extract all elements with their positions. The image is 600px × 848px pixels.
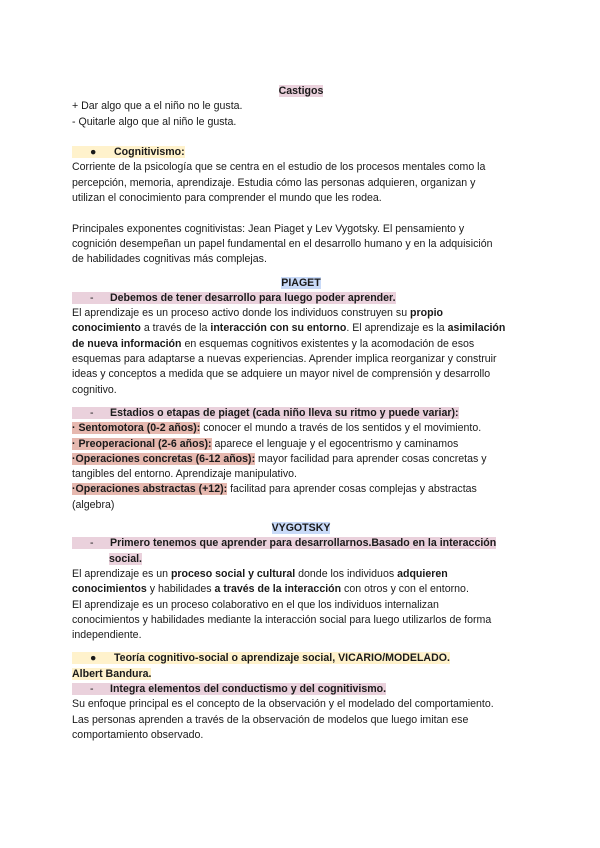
dash-icon: - bbox=[90, 682, 94, 695]
dash-icon: - bbox=[90, 406, 94, 419]
vygotsky-text-line: El aprendizaje es un proceso social y cultural donde los individuos adquieren bbox=[72, 567, 448, 580]
piaget-text-line: ideas y conceptos a medida que se adquiere un mayor nivel de comprensión y desarrollo bbox=[72, 368, 491, 381]
vygotsky-text-line: independiente. bbox=[72, 629, 142, 642]
dash-icon: - bbox=[90, 291, 94, 304]
bandura-subtitle: - Integra elementos del conductismo y del cognitivismo. bbox=[72, 682, 530, 697]
vygotsky-heading: VYGOTSKY bbox=[271, 522, 331, 535]
bandura-text-line: Su enfoque principal es el concepto de la observación y el modelado del comportamiento. bbox=[72, 698, 494, 711]
piaget-stages-heading: - Estadios o etapas de piaget (cada niño lleva su ritmo y puede variar): bbox=[72, 406, 530, 421]
bandura-text-line: Las personas aprenden a través de la observación de modelos que luego imitan ese bbox=[72, 713, 469, 726]
stage-item: · Preoperacional (2-6 años): aparece el lenguaje y el egocentrismo y caminamos bbox=[72, 437, 459, 450]
cognitivismo-p2-line: cognición desempeñan un papel fundamental en el desarrollo humano y en la adquisición bbox=[72, 237, 493, 250]
stage-item-cont: (algebra) bbox=[72, 498, 115, 511]
bandura-author: Albert Bandura. bbox=[72, 667, 152, 680]
cognitivismo-p2-line: de habilidades cognitivas más complejas. bbox=[72, 253, 267, 266]
document-page bbox=[72, 84, 530, 743]
bullet-icon: ● bbox=[90, 146, 97, 159]
piaget-text-line: esquemas para adaptarse a nuevas experiencias. Aprender implica reorganizar y construir bbox=[72, 353, 497, 366]
vygotsky-text-line: El aprendizaje es un proceso colaborativo en el que los individuos internalizan bbox=[72, 598, 439, 611]
bullet-icon: ● bbox=[90, 652, 97, 665]
cognitivismo-p1-line: percepción, memoria, aprendizaje. Estudia cómo las personas adquieren, organizan y bbox=[72, 176, 476, 189]
cognitivismo-p1-line: Corriente de la psicología que se centra en el estudio de los procesos mentales como la bbox=[72, 161, 486, 174]
cognitivismo-p1-line: utilizan el conocimiento para comprender el mundo que les rodea. bbox=[72, 192, 382, 205]
piaget-text-line: conocimiento a través de la interacción con su entorno. El aprendizaje es la asimilación bbox=[72, 322, 506, 335]
bandura-text-line: comportamiento observado. bbox=[72, 728, 204, 741]
dash-icon: - bbox=[90, 537, 94, 550]
stage-item: ·Operaciones abstractas (+12): facilitad para aprender cosas complejas y abstractas bbox=[72, 483, 477, 496]
castigos-line-1: + Dar algo que a el niño no le gusta. bbox=[72, 100, 243, 113]
vygotsky-subtitle-cont: social. bbox=[109, 552, 142, 565]
piaget-heading: PIAGET bbox=[281, 276, 321, 289]
vygotsky-subtitle: - Primero tenemos que aprender para desarrollarnos.Basado en la interacción bbox=[72, 536, 530, 551]
piaget-text-line: de nueva información en esquemas cognitivos existentes y la acomodación de esos bbox=[72, 337, 475, 350]
cognitivismo-p2-line: Principales exponentes cognitivistas: Jean Piaget y Lev Vygotsky. El pensamiento y bbox=[72, 222, 465, 235]
vygotsky-text-line: conocimientos y habilidades a través de la interacción con otros y con el entorno. bbox=[72, 583, 469, 596]
castigos-line-2: - Quitarle algo que al niño le gusta. bbox=[72, 115, 237, 128]
piaget-text-line: El aprendizaje es un proceso activo donde los individuos construyen su propio bbox=[72, 307, 443, 320]
stage-item: · Sentomotora (0-2 años): conocer el mundo a través de los sentidos y el movimiento. bbox=[72, 422, 482, 435]
piaget-subtitle: - Debemos de tener desarrollo para luego poder aprender. bbox=[72, 291, 530, 306]
cognitivismo-heading: ● Cognitivismo: bbox=[72, 145, 530, 160]
castigos-heading: Castigos bbox=[278, 85, 324, 97]
bandura-heading: ● Teoría cognitivo-social o aprendizaje social, VICARIO/MODELADO. bbox=[72, 651, 530, 666]
piaget-text-line: cognitivo. bbox=[72, 383, 117, 396]
stage-item-cont: tangibles del entorno. Aprendizaje manipulativo. bbox=[72, 468, 297, 481]
vygotsky-text-line: conocimientos y habilidades mediante la interacción social para luego utilizarlos de forma bbox=[72, 613, 492, 626]
stage-item: ·Operaciones concretas (6-12 años): mayor facilidad para aprender cosas concretas y bbox=[72, 452, 487, 465]
